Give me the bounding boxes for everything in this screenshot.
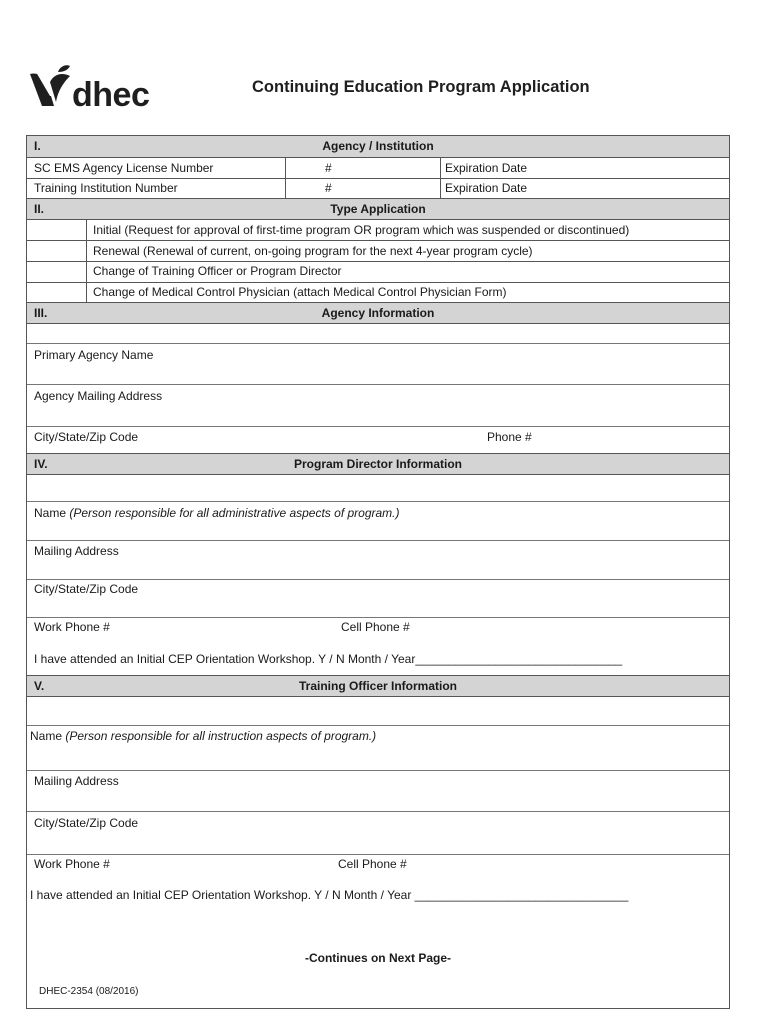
director-city-line[interactable] — [27, 579, 729, 580]
director-name-text: Name — [34, 506, 67, 520]
form-id: DHEC-2354 (08/2016) — [39, 986, 139, 997]
officer-name-text: Name — [30, 729, 63, 743]
director-name-line[interactable] — [27, 501, 729, 502]
section-1-title: Agency / Institution — [322, 139, 434, 153]
type-option-initial: Initial (Request for approval of first-time program OR program which was suspended or discontinued) — [93, 223, 630, 237]
agency-phone-label: Phone # — [487, 430, 532, 444]
primary-agency-label: Primary Agency Name — [34, 348, 154, 362]
section-5-title: Training Officer Information — [298, 679, 457, 693]
agency-mailing-line[interactable] — [27, 384, 729, 385]
primary-agency-line[interactable] — [27, 343, 729, 344]
agency-license-expiration-label: Expiration Date — [445, 161, 528, 175]
section-4-header — [27, 453, 729, 475]
director-mailing-line[interactable] — [27, 540, 729, 541]
director-mailing-label: Mailing Address — [34, 544, 119, 558]
officer-name-line[interactable] — [27, 725, 729, 726]
agency-license-hash: # — [325, 161, 332, 175]
section-3-title: Agency Information — [321, 306, 435, 320]
training-institution-hash: # — [325, 181, 332, 195]
director-cell-phone-label: Cell Phone # — [341, 620, 410, 634]
officer-name-note: (Person responsible for all instruction aspects of program.) — [65, 729, 377, 743]
application-form — [26, 135, 730, 1009]
officer-city-label: City/State/Zip Code — [34, 816, 139, 830]
officer-city-line[interactable] — [27, 811, 729, 812]
type-option-change-physician: Change of Medical Control Physician (attach Medical Control Physician Form) — [93, 285, 507, 299]
officer-phone-line[interactable] — [27, 854, 729, 855]
section-4-number: IV. — [34, 457, 48, 471]
director-work-phone-label: Work Phone # — [34, 620, 110, 634]
page-title: Continuing Education Program Application — [252, 78, 590, 96]
training-institution-expiration-label: Expiration Date — [445, 181, 528, 195]
section-4-title: Program Director Information — [293, 457, 463, 471]
section-3-header — [27, 302, 729, 324]
section-1-header — [27, 136, 729, 158]
type-option-change-officer-checkbox[interactable] — [27, 262, 86, 282]
officer-work-phone-label: Work Phone # — [34, 857, 110, 871]
section-2-header — [27, 198, 729, 220]
officer-cell-phone-label: Cell Phone # — [338, 857, 407, 871]
agency-city-line[interactable] — [27, 426, 729, 427]
officer-mailing-line[interactable] — [27, 770, 729, 771]
dhec-logo — [28, 62, 168, 122]
section-3-number: III. — [34, 306, 48, 320]
agency-mailing-label: Agency Mailing Address — [34, 389, 163, 403]
section-5-number: V. — [34, 679, 45, 693]
logo-text: dhec — [72, 76, 150, 114]
dhec-leaf-icon — [28, 62, 78, 118]
section-5-header — [27, 675, 729, 697]
type-option-change-physician-checkbox[interactable] — [27, 283, 86, 303]
continues-notice: -Continues on Next Page- — [304, 951, 451, 965]
type-option-initial-checkbox[interactable] — [27, 220, 86, 240]
type-option-change-officer: Change of Training Officer or Program Director — [93, 264, 342, 278]
training-institution-label: Training Institution Number — [34, 181, 178, 195]
director-name-label — [34, 506, 400, 520]
type-option-renewal: Renewal (Renewal of current, on-going program for the next 4-year program cycle) — [93, 244, 533, 258]
officer-workshop-statement: I have attended an Initial CEP Orientation Workshop. Y / N Month / Year ________________________________ — [30, 888, 629, 902]
director-city-label: City/State/Zip Code — [34, 582, 139, 596]
director-phone-line[interactable] — [27, 617, 729, 618]
director-workshop-statement: I have attended an Initial CEP Orientation Workshop. Y / N Month / Year_______________________________ — [34, 652, 623, 666]
director-name-note: (Person responsible for all administrative aspects of program.) — [69, 506, 400, 520]
officer-name-label — [30, 729, 376, 743]
section-2-title: Type Application — [330, 202, 426, 216]
officer-mailing-label: Mailing Address — [34, 774, 119, 788]
agency-license-label: SC EMS Agency License Number — [34, 161, 214, 175]
section-1-number: I. — [34, 139, 41, 153]
type-option-renewal-checkbox[interactable] — [27, 241, 86, 261]
section-2-number: II. — [34, 202, 45, 216]
agency-city-label: City/State/Zip Code — [34, 430, 139, 444]
